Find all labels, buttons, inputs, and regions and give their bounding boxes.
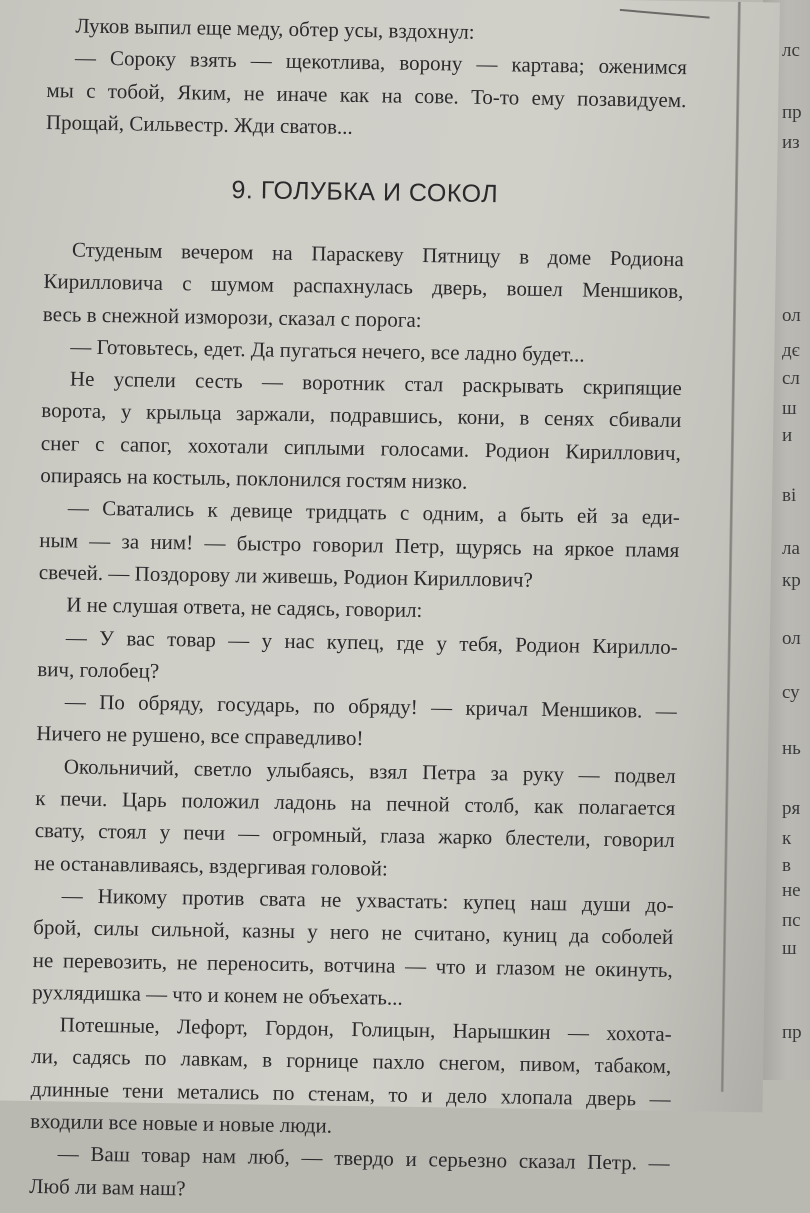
text-line: — Сороку взять — щекотлива, ворону — картава; оженимся (74, 45, 688, 80)
adjacent-page-fragment: сл (782, 368, 800, 389)
chapter-title: 9. ГОЛУБКА И СОКОЛ (231, 175, 499, 209)
text-line: ли, садясь по лавкам, в горнице пахло снегом, пивом, табаком, (31, 1044, 672, 1079)
adjacent-page-fragment: кр (782, 570, 801, 591)
text-line: И не слушая ответа, не садясь, говорил: (66, 592, 423, 623)
adjacent-page-fragment: пр (782, 102, 802, 123)
adjacent-page-fragment: дє (782, 340, 800, 361)
adjacent-page-fragment: ла (782, 538, 800, 559)
text-line: опираясь на костыль, поклонился гостям низко. (40, 463, 468, 494)
text-line: — По обряду, государь, по обряду! — кричал Меншиков. — (64, 689, 677, 724)
text-line: Ничего не рушено, все справедливо! (36, 721, 364, 751)
text-line: мы с тобой, Яким, не иначе как на сове. То-то ему позавидуем. (46, 77, 687, 112)
text-line: — Никому против свата не ухвастать: купец наш души до- (61, 883, 674, 917)
text-line: Потешные, Лефорт, Гордон, Голицын, Нарышкин — хохота- (59, 1012, 672, 1047)
text-line: к печи. Царь положил ладонь на печной столб, как полагается (35, 786, 676, 821)
page-edge (721, 2, 741, 1092)
text-line: рухлядишка — что и конем не объехать... (32, 979, 403, 1010)
text-line: Студеным вечером на Параскеву Пятницу в доме Родиона (71, 237, 685, 272)
text-line: — Ваш товар нам люб, — твердо и серьезно сказал Петр. — (57, 1141, 670, 1176)
text-line: весь в снежной изморози, сказал с порога: (42, 301, 422, 332)
text-line: ным — за ним! — быстро говорил Петр, щурясь на яркое пламя (39, 527, 680, 562)
adjacent-page-fragment: ві (782, 485, 797, 506)
text-line: Прощай, Сильвестр. Жди сватов... (45, 109, 353, 139)
page-top-rule (620, 9, 710, 19)
adjacent-page-fragment: из (782, 132, 800, 153)
text-line: Не успели сесть — воротник стал раскрывать скрипящие (69, 366, 683, 401)
adjacent-page-fragment: ш (782, 398, 797, 419)
text-line: брой, силы сильной, казны у него не считано, куниц да соболей (33, 915, 674, 950)
text-line: не останавливаясь, вздергивая головой: (34, 850, 388, 881)
text-line: Люб ли вам наш? (29, 1173, 186, 1200)
adjacent-page-fragment: ол (782, 305, 801, 326)
text-line: — Сватались к девице тридцать с одним, а быть ей за еди- (67, 495, 680, 530)
chapter-body-text (29, 233, 684, 1212)
adjacent-page-fragment: су (782, 682, 800, 703)
text-line: Кирилловича с шумом распахнулась дверь, вошел Меншиков, (43, 269, 684, 304)
intro-text-block (46, 9, 688, 148)
adjacent-page-fragment: ш (782, 938, 797, 959)
adjacent-page-fragment: ря (782, 798, 801, 819)
adjacent-page-fragment: к (782, 828, 792, 849)
text-line: длинные тени метались по стенам, то и дело хлопала дверь — (30, 1076, 671, 1111)
adjacent-page-fragment: пс (782, 910, 801, 931)
text-line: Луков выпил еще меду, обтер усы, вздохнул: (75, 13, 475, 44)
adjacent-page-fragment: пр (782, 1022, 802, 1043)
adjacent-page-fragment: не (782, 880, 801, 901)
text-line: вич, голобец? (37, 656, 160, 683)
text-line: снег с сапог, хохотали сиплыми голосами. Родион Кириллович, (40, 430, 682, 465)
adjacent-page-fragment: нь (782, 738, 801, 759)
adjacent-page-fragment: в (782, 855, 791, 876)
text-line: не перевозить, не переносить, вотчина — что и глазом не окинуть, (32, 947, 673, 982)
text-line: — Готовьтесь, едет. Да пугаться нечего, все ладно будет... (70, 334, 585, 367)
adjacent-page-fragment: ол (782, 628, 801, 649)
text-line: Окольничий, светло улыбаясь, взял Петра за руку — подвел (63, 754, 676, 788)
text-line: ворота, у крыльца заржали, подравшись, кони, в сенях сбивали (41, 398, 682, 433)
text-line: — У вас товар — у нас купец, где у тебя, Родион Кирилло- (65, 624, 678, 659)
text-line: свечей. — Поздорову ли живешь, Родион Кириллович? (38, 559, 534, 592)
adjacent-page-fragment: лс (782, 40, 800, 61)
text-line: входили все новые и новые люди. (30, 1108, 333, 1138)
adjacent-page-fragment: и (782, 425, 793, 446)
text-line: свату, стоял у печи — огромный, глаза жарко блестели, говорил (34, 818, 675, 853)
